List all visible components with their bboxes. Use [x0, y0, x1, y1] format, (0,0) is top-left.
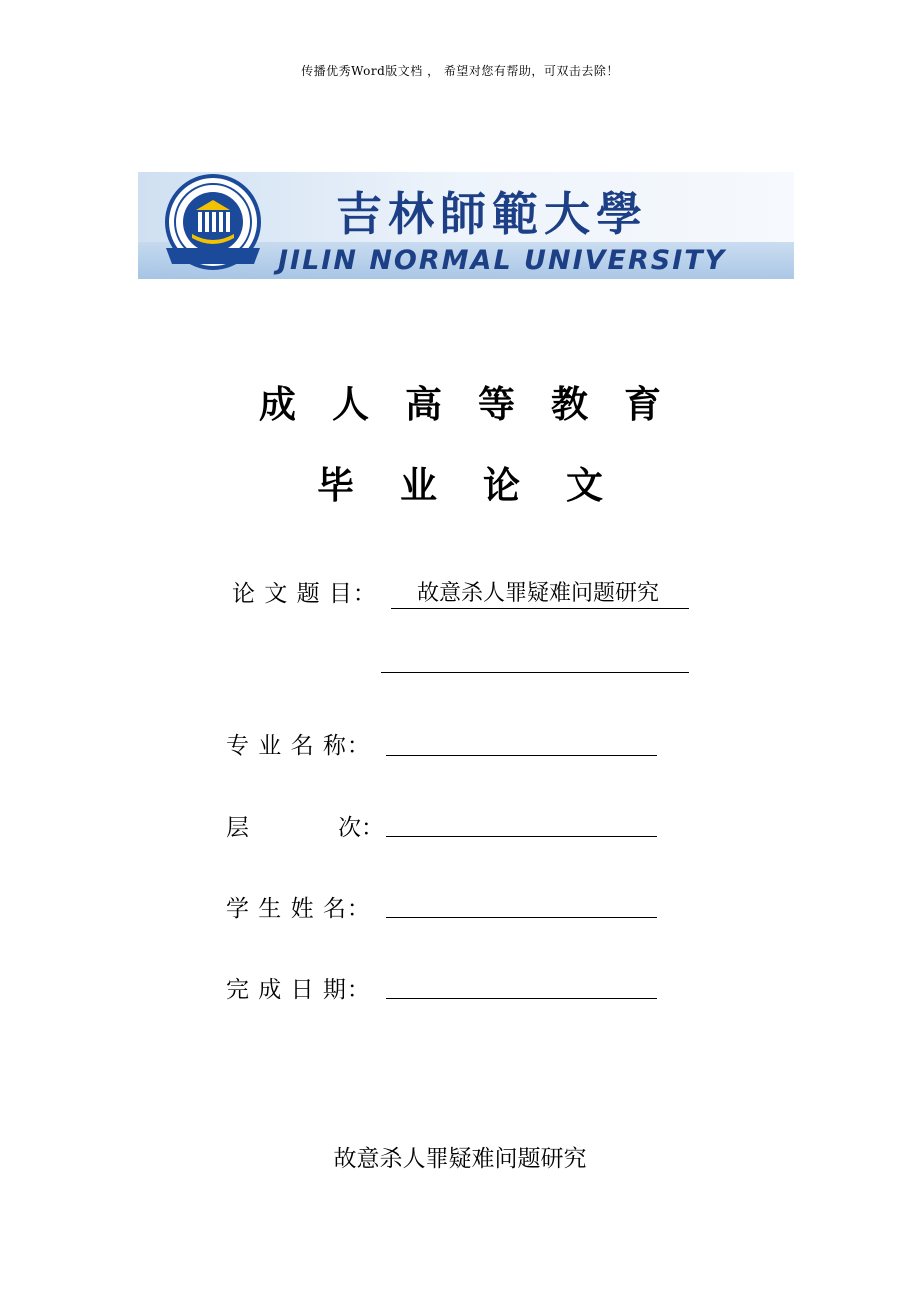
level-label-left: 层: [226, 815, 249, 841]
footer-title: 故意杀人罪疑难问题研究: [333, 1146, 587, 1172]
level-label-right: 次：: [338, 815, 384, 841]
university-banner: [138, 172, 794, 279]
main-title-line2: 毕业论文: [317, 464, 649, 507]
completion-date-label: 完 成 日 期：: [226, 977, 371, 1003]
topic-value[interactable]: 故意杀人罪疑难问题研究: [391, 580, 689, 609]
major-label: 专 业 名 称：: [226, 733, 371, 759]
header-note: 传播优秀Word版文档 ， 希望对您有帮助，可双击去除！: [301, 64, 619, 78]
university-banner-graphic: [138, 172, 794, 279]
student-name-input-line[interactable]: [386, 917, 657, 918]
completion-date-input-line[interactable]: [386, 998, 657, 999]
major-input-line[interactable]: [386, 755, 657, 756]
main-title-line1: 成人高等教育: [259, 383, 697, 426]
banner-english-name: JILIN NORMAL UNIVERSITY: [278, 245, 727, 276]
emblem-ribbon: [166, 248, 260, 264]
banner-chinese-name: 吉林師範大學: [336, 187, 648, 241]
level-input-line[interactable]: [386, 836, 657, 837]
topic-label: 论 文 题 目：: [232, 581, 377, 607]
student-name-label: 学 生 姓 名：: [226, 896, 371, 922]
topic-second-line[interactable]: [381, 672, 689, 673]
